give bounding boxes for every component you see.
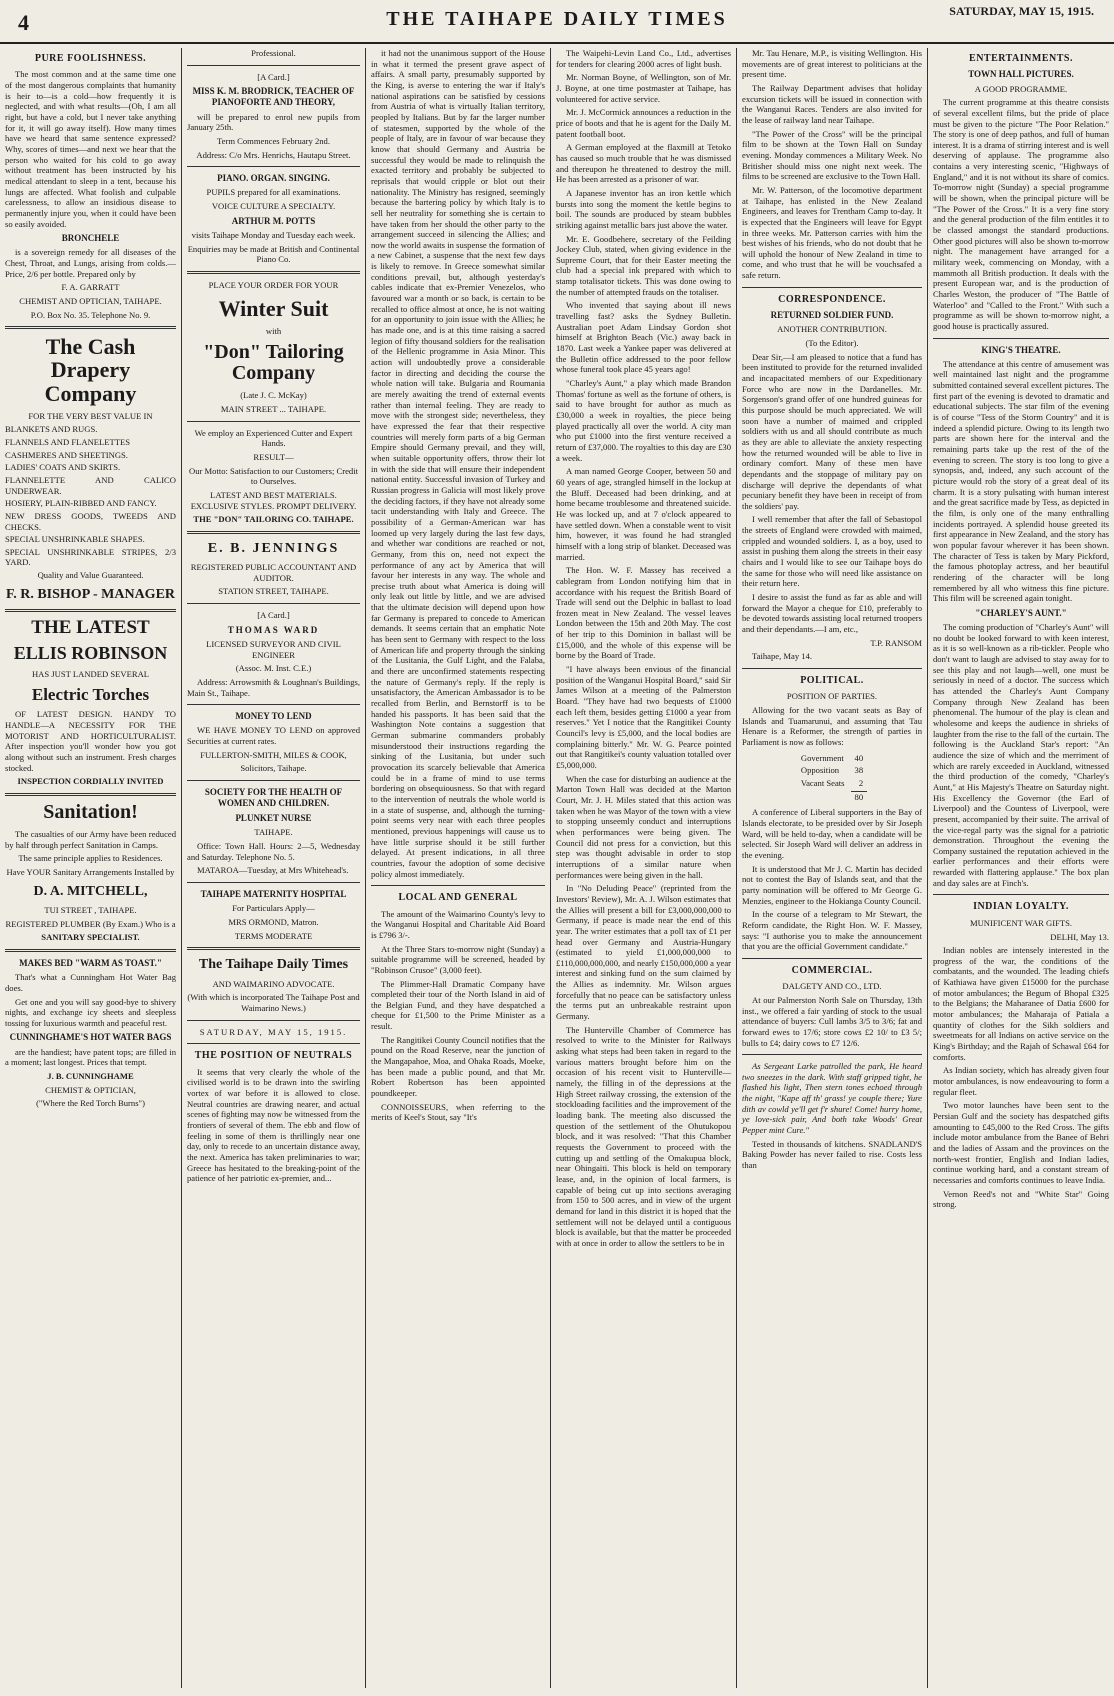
ad-drapery-item: CASHMERES AND SHEETINGS. bbox=[5, 449, 128, 460]
table-total-row: 80 bbox=[797, 791, 867, 803]
news-item: Mr. E. Goodbehere, secretary of the Feilding Jockey Club, stated, when giving evidence in the Supreme Court, that for their Easter meeting the club had a special ink prepared with which to stamp totalisator tickets. This was done owing to the number of attempted frauds on the totaliser. bbox=[556, 233, 731, 297]
news-item: Indian nobles are intensely interested in the progress of the war, the conditions of the combatants, and the wounded. The leading chiefs of Kathiawa have given £15000 for the purchase of motor ambulances; the Begum of Bhopal £325 to the Belgians; the Maharanee of Datia £600 for motor ambulances; the Maharaja of Patiala a quantity of clothes for the Sikh soldiers and sweetmeats for all Indians on active service on the King's Birthday; and the Rajah of Schawal £64 for comforts. bbox=[933, 945, 1109, 1062]
subhead-charleys-aunt: "CHARLEY'S AUNT." bbox=[975, 607, 1067, 618]
ad-terms: TERMS MODERATE bbox=[234, 930, 313, 941]
ad-drapery-item: FLANNELS AND FLANELETTES bbox=[5, 436, 131, 447]
headline-position-of-neutrals: THE POSITION OF NEUTRALS bbox=[194, 1050, 353, 1062]
ad-plumber: REGISTERED PLUMBER (By Exam.) Who is a bbox=[5, 918, 176, 929]
ad-drapery-item: SPECIAL UNSHRINKABLE STRIPES, 2/3 YARD. bbox=[5, 546, 176, 568]
ad-potts-text: visits Taihape Monday and Tuesday each week. bbox=[191, 229, 356, 240]
ad-ward-address: Address: Arrowsmith & Loughnan's Buildings, Main St., Taihape. bbox=[187, 676, 360, 698]
article-pure-foolishness: The most common and at the same time one of the most dangerous complaints that humanity is heir to—is a cold—how frequently it is neglected, and with what results—(Oh, I am all right, but have a cold, but I never take anything for it, it will go away itself). How many times have we heard that same sentence expressed? Why, scores of times—and next we hear that the person who waited for his cold to go away without treatment has been instructed by his medical attendant to sleep in a tent, because his lungs are affected. What foolish and culpable carelessness, to allow an insidious disease to permanently injure you, when it could have been so easily avoided. bbox=[5, 69, 176, 229]
ad-jennings-name: E. B. JENNINGS bbox=[207, 540, 340, 556]
ad-solicitors: Solicitors, Taihape. bbox=[240, 763, 307, 774]
ad-sanitation-text-3: Have YOUR Sanitary Arrangements Installed by bbox=[6, 867, 175, 878]
column-2 bbox=[182, 48, 365, 1688]
ad-mckay: (Late J. C. McKay) bbox=[240, 390, 307, 401]
ad-society-heading: SOCIETY FOR THE HEALTH OF WOMEN AND CHILDREN. bbox=[204, 787, 343, 809]
masthead bbox=[0, 0, 1114, 44]
ad-sanitary-specialist: SANITARY SPECIALIST. bbox=[41, 932, 140, 943]
ad-enquiries: Enquiries may be made at British and Continental Piano Co. bbox=[187, 243, 360, 265]
news-item: The Hon. W. F. Massey has received a cablegram from London notifying him that in accordance with his request the British Board of Trade will send out the Delphic in ballast to load frozen meat in New Zealand. The vessel leaves London between the 15th and 20th May. The cost of her trip to this Dominion in ballast will be £15,000, and the whole of this expense will be borne by the Board of Trade. bbox=[556, 565, 731, 661]
newspaper-title: THE TAIHAPE DAILY TIMES bbox=[386, 8, 728, 30]
news-item: "The Power of the Cross" will be the principal film to be shown at the Town Hall on Sunday evening. Monday commences a Military Week. No Britisher should miss one night next week. The films to be screened are exclusive to the Town Hall. bbox=[742, 128, 922, 182]
ad-plunket-nurse: PLUNKET NURSE bbox=[235, 813, 312, 824]
ad-sanitation-title: Sanitation! bbox=[43, 801, 138, 824]
news-item: The Rangitikei County Council notifies that the pound on the Road Reserve, near the junction of the Mangapahoe, Moa, and Ohaka Roads, Moeke, has been made a public pound, and that Mr. Robert Robertson has been appointed poundkeeper. bbox=[371, 1034, 545, 1099]
ad-mataroa: MATAROA—Tuesday, at Mrs Whitehead's. bbox=[197, 865, 349, 876]
ad-drapery-item: LADIES' COATS AND SKIRTS. bbox=[5, 462, 121, 473]
ad-landed: HAS JUST LANDED SEVERAL bbox=[31, 668, 150, 679]
ad-brodrick-address: Address: C/o Mrs. Henrichs, Hautapu Street. bbox=[196, 149, 351, 160]
ad-potts-name: ARTHUR M. POTTS bbox=[231, 215, 316, 226]
ad-warm-as-toast: MAKES BED "WARM AS TOAST." bbox=[19, 958, 162, 969]
news-item: A Japanese inventor has an iron kettle which bursts into song the moment the kettle begins to boil. The sounds are produced by steam bubbles striking against metallic bars just above the water. bbox=[556, 187, 731, 230]
ad-with: with bbox=[265, 325, 282, 336]
ad-ward-role: LICENSED SURVEYOR AND CIVIL ENGINEER bbox=[206, 638, 341, 660]
card-label: [A Card.] bbox=[257, 610, 290, 621]
ad-drapery-quality: Quality and Value Guaranteed. bbox=[37, 570, 144, 581]
news-item: CONNOISSEURS, when referring to the merits of Keel's Stout, say "It's bbox=[371, 1101, 545, 1123]
paper-advocate: AND WAIMARINO ADVOCATE. bbox=[212, 978, 335, 989]
news-item: The current programme at this theatre consists of several excellent films, but the pride of place must be given to the picture "The Poor Relation." The story is one of deep pathos, and full of human interest. It is a drama of stirring interest and is well deserving of applause. The programme also contains a very interesting scenic, "Highways of England," and it is not without its share of comics. To-morrow night (Sunday) a special programme will be shown, when the principal picture will be "The Power of the Cross." It is a very fine story and the general production of the film entitles it to be classed amongst the standard productions. Other good pictures will also be shown to-morrow night. The management have arranged for a military week, commencing on Monday, with a mammoth all British production. It deals with the present European war, and is the production of Charles Weston, the producer of "The Battle of Waterloo" and "Called to the Front." With such a programme as will be shown to-morrow night, a good house is practically assured. bbox=[933, 97, 1109, 331]
article-neutrals-start: It seems that very clearly the whole of the civilised world is to be drawn into the swirling vortex of war before it is allowed to close. Neutral countries are drawing nearer, and actual scenes of fighting may now be witnessed from the frontiers of several of them. The ebb and flow of feeling in some of them is thrillingly near one day, only to recede to an uncertain distance away, the next. America has taken preliminaries to war; Greece has hesitated to the breaking-point of the patience of her patriotic ex-premier, and... bbox=[187, 1066, 360, 1184]
ad-brodrick-term: Term Commences February 2nd. bbox=[217, 135, 330, 146]
ad-ward-assoc: (Assoc. M. Inst. C.E.) bbox=[235, 663, 312, 674]
ad-main-street: MAIN STREET ... TAIHAPE. bbox=[220, 403, 327, 414]
subhead-dalgety: DALGETY AND CO., LTD. bbox=[782, 981, 882, 992]
card-label: [A Card.] bbox=[257, 71, 290, 82]
column-3 bbox=[366, 48, 550, 1688]
subhead-returned-soldier-fund: RETURNED SOLDIER FUND. bbox=[770, 310, 894, 321]
ad-latest-title: THE LATEST bbox=[31, 617, 150, 639]
headline-local-and-general: LOCAL AND GENERAL bbox=[398, 892, 518, 904]
ad-pupils: PUPILS prepared for all examinations. bbox=[206, 187, 341, 198]
table-row: Vacant Seats 2 bbox=[800, 778, 864, 788]
news-item: The amount of the Waimarino County's levy to the Wanganui Hospital and Charitable Aid Board is £796 3/-. bbox=[371, 908, 545, 940]
letter-paragraph: Dear Sir,—I am pleased to notice that a fund has been instituted to provide for the returned invalided and incapacitated members of our Expeditionary Force who are now in the Dardanelles. Mr. Sorgenson's grand offer of one hundred guineas for this purpose should be much appreciated. We will soon have a number of maimed and crippled soldiers with us and all should contribute as much as they are able to alleviate the anxiety respecting how the returned wounded will be able to live in ordinary comfort. Many of these men have dependants and the stoppage of military pay on discharge will deprive the dependants of what pecuniary benefit they have been in receipt of from the soldiers' pay. bbox=[742, 351, 922, 511]
ad-drapery-item: HOSIERY, PLAIN-RIBBED AND FANCY. bbox=[5, 498, 157, 509]
news-item: At the Three Stars to-morrow night (Sunday) a suitable programme will be screened, headed by "Robinson Crusoe" (3,000 feet). bbox=[371, 943, 545, 975]
ad-cunninghame-name: J. B. CUNNINGHAME bbox=[47, 1070, 134, 1081]
article-neutrals-cont: it had not the unanimous support of the House in what it termed the present grave aspect of affairs. A small party, presumably supported by the King, is averse to entering the war if Italy's national aspirations can be satisfied by cessions from Austria of what is virtually Italian territory, peopled by Italians. But by far the larger number of statesmen, supported by the whole of the people of Italy, are in favour of war because they know that should Germany and Austria be successful they would be made to relinquish the exacted territory and probably be subjected to reprisals that would cripple or blot out their nationality. The Ministry has resigned, seemingly because the bartering policy by which Italy is to sell her neutrality for something she is certain to have taken from her should the other party to the arrangement succeed in silencing the Allies; and now the world awaits in suspense the formation of a new Cabinet, a suspense that the next few days is likely to remove. In Greece somewhat similar conditions prevail, but, although yesterday's cables indicate that ex-Premier Venezelos, who favoured war a month or so back, is certain to be recalled to office almost at once, he is not waiting for an opportunity to join issue with the Allies; he has made one, and is at this time raising a sacred legion of fifty thousand soldiers for the realisation of the Hellenic programme in Asia Minor. This action will undoubtedly prove a considerable factor in directing and deciding the course the whole nation will take. Bulgaria and Roumania are merely awaiting the trend of external events rather than internal feeling. They are ready to move with the strongest side; nevertheless, they have expressed the fear that their respective countries will merely form parts of a big German Empire should Germany prevail, and they will, when suitable opportunity offers, throw their lot in with the side that will ensure their independent national entity. Successful invasion of Turkey and Russian progress in Galicia will most likely prove the deciding factors, if they have not already some tacit understanding with Italy and Greece. The possibility of a German-American war has loomed up very largely during the last few days, and whether war conditions are reached or not, Germany, from this on, need not expect the performance of any act by America that will favour her interests in any way. The whole and precise truth about what America is doing will only leak out little by little, and we are advised that the ultimate decision will depend upon how far Germany is prepared to concede to American demands. It seems certain that an emphatic Note has been sent to Germany with respect to the loss of American life and property through the sinking of the Lusitania, the Gulf Light, and the Falaba, and there are unconfirmed statements respecting the nature of Germany's reply. If the reply is unsatisfactory, the American Ambassador is to be recalled from Berlin, and Bernstorff is to be handed his passports. It has been said that the Washington Note contains a suggestion that German submarine commanders probably misunderstood their instructions regarding the sinking of the Lusitania, but under such provocation its scarcely believable that America could be in a frame of mind to use terms bordering on obsequiousness. So that with regard to the intervention of neutrals the whole world is in a state of suspense, and, although the turning-point seems very near with each three peoples mentioned, previous happenings will cause us to have little surprise should it be still further delayed. At present indications, in all three countries, favour the adoption of some decisive policy almost immediately. bbox=[371, 48, 545, 879]
political-text: Allowing for the two vacant seats as Bay of Islands and Tuamarunui, and assuming that Tau Henare is a Reformer, the strength of parties in Parliament is now as follows: bbox=[742, 705, 922, 748]
headline-political: POLITICAL. bbox=[800, 675, 864, 687]
paper-name-block: The Taihape Daily Times bbox=[198, 957, 349, 973]
ad-torches-text: OF LATEST DESIGN. HANDY TO HANDLE—A NECESSITY FOR THE MOTORIST AND HORTICULTURALIST. After inspection you'll wonder how you got along without such an instrument. Fresh charges stocked. bbox=[5, 709, 176, 773]
ad-mitchell-name: D. A. MITCHELL, bbox=[33, 883, 148, 899]
ad-voice-culture: VOICE CULTURE A SPECIALTY. bbox=[211, 201, 336, 212]
news-item: Mr. J. McCormick announces a reduction in the price of boots and that he is agent for the Daily M. patent football boot. bbox=[556, 107, 731, 139]
headline-pure-foolishness: PURE FOOLISHNESS. bbox=[34, 53, 147, 64]
ad-maternity-hospital: TAIHAPE MATERNITY HOSPITAL bbox=[200, 889, 347, 900]
ad-particulars: For Particulars Apply— bbox=[232, 903, 315, 914]
ad-drapery-item: SPECIAL UNSHRINKABLE SHAPES. bbox=[5, 534, 145, 545]
advert-verse: As Sergeant Larke patrolled the park, He heard two sneezes in the dark. With staff gripped tight, he flashed his light, Then stern tones echoed through the night, "Kape aff th' grass! ye couple there; Yure dith av cowld ye'll get f'r shure! Come! hurry home, ye love-sick pair, And both take Woods' Great Pepper mint Cure." bbox=[742, 1061, 922, 1136]
letter-date: Taihape, May 14. bbox=[752, 651, 813, 662]
news-item: It is understood that Mr J. C. Martin has decided not to contest the Bay of Islands seat, and that the party nomination will be offered to Mr George G. Menzies, engineer to the Hokianga County Council. bbox=[742, 863, 922, 906]
ad-brodrick-name: MISS K. M. BRODRICK, TEACHER OF PIANOFORTE AND THEORY, bbox=[192, 86, 355, 108]
subhead-kings-theatre: KING'S THEATRE. bbox=[981, 344, 1061, 355]
ad-cunninghame-role: CHEMIST & OPTICIAN, bbox=[45, 1084, 136, 1095]
news-item: The Hunterville Chamber of Commerce has resolved to write to the Minister for Railways asking what steps had been taken in regard to the various matters brought before him on the occasion of his recent visit to Hunterville—namely, the filling in of the depressions at the High Street railway crossing, the extension of the stockloading facilities and the improvement of the loading bank. The meeting also discussed the question of the settlement of the Ohutukopou block, and it was resolved: "That this Chamber requests the Government to proceed with the cutting up and settling of the Omakupua block, near Ohingaiti. This block is held on temporary lease, and, in the opinion of local farmers, is capable of being cut up into sections averaging from 150 to 500 acres, and in view of the urgent demand for land in this district it is hoped that the settlement will not be delayed until a contiguous block is available, but that the matter be proceeded with at once in order to allow the settlers to be in bbox=[556, 1024, 731, 1248]
news-item: A conference of Liberal supporters in the Bay of Islands electorate, to be presided over by Sir Joseph Ward, will be held to-day, when a candidate will be selected. Sir Joseph Ward will deliver an address in the evening. bbox=[742, 807, 922, 860]
ad-sanitation-text-2: The same principle applies to Residences. bbox=[18, 853, 163, 864]
paper-incorporated: (With which is incorporated The Taihape Post and Waimarino News.) bbox=[187, 992, 360, 1013]
ad-cunninghame-sign: ("Where the Red Torch Burns") bbox=[36, 1098, 145, 1109]
news-item: The attendance at this centre of amusement was well maintained last night and the programme submitted contained several excellent pictures. The first part of the evening is devoted to dramatic and educational subjects. The star film of the evening is of course "Tess of the Storm Country" and it is indeed a splendid picture. Owing to its length two parts are shown here for the interval and the remaining parts take up the rest of the of the evening to screen. The story is too long to give a synopsis, and, indeed, any such account of the picture would rob the story of a great deal of its charm. It is a story pulsating with human interest and the great sacrifice made by Tess, as depicted in the film, is only one of the many enthralling incidents portrayed. A splendid house greeted its first appearance in New Zealand, and the story has won popular favour wherever it has been shown. The character of Tess is taken by Mary Pickford, the famous photoplay actress, and her beautiful rendering of the character will be long remembered by all who witness this fine picture. This film will be screened again tonight. bbox=[933, 358, 1109, 604]
headline-commercial: COMMERCIAL. bbox=[791, 964, 873, 976]
news-item: Mr. W. Patterson, of the locomotive department at Taihape, has enlisted in the New Zealand Engineers, and leaves for Trentham Camp to-day. It is expected that the Engineers will leave for Egypt in three weeks. Mr. Patterson carries with him the best wishes of his friends, who do not doubt that he will uphold the honour of New Zealand in time to come, and who trust that he will be vouchsafed a safe return. bbox=[742, 184, 922, 281]
issue-date: SATURDAY, MAY 15, 1915. bbox=[949, 4, 1094, 18]
news-item: Who invented that saying about ill news travelling fast? asks the Sydney Bulletin. Australian poet Adam Lindsay Gordon shot himself at Brighton Beach (Vic.) away back in 1870. Last week a Yankee paper was delivered at the Bulletin office addressed to the poor fellow whose funeral took place 45 years ago! bbox=[556, 300, 731, 375]
news-item: At our Palmerston North Sale on Thursday, 13th inst., we offered a fair yarding of stock to the usual attendance of buyers: Cull lambs 3/5 to 3/6; fat and forward ewes to 17/6; store cows £2 10/ to £3 5/; bulls to £4; dairy cows to £7 12/6. bbox=[742, 994, 922, 1048]
ad-bronchele-text: is a sovereign remedy for all diseases of the Chest, Throat, and Lungs, arising from colds.—Price, 2/6 per bottle. Prepared only by bbox=[5, 247, 176, 279]
advert-tested: Tested in thousands of kitchens. SNADLAND'S Baking Powder has never failed to rise. Costs less than bbox=[742, 1138, 922, 1171]
ad-don-tailoring: "Don" Tailoring Company bbox=[203, 341, 344, 385]
ad-hot-water-text: That's what a Cunningham Hot Water Bag does. bbox=[5, 972, 176, 993]
dateline-delhi: DELHI, May 13. bbox=[1050, 931, 1109, 942]
leader-date: SATURDAY, MAY 15, 1915. bbox=[199, 1026, 348, 1037]
ad-mitchell-address: TUI STREET , TAIHAPE. bbox=[44, 905, 137, 916]
headline-indian-loyalty: INDIAN LOYALTY. bbox=[973, 901, 1069, 913]
ad-drapery-manager: F. R. BISHOP - MANAGER bbox=[5, 586, 176, 602]
ad-drapery-item: BLANKETS AND RUGS. bbox=[5, 424, 98, 435]
ad-plunket-office: Office: Town Hall. Hours: 2—5, Wednesday and Saturday. Telephone No. 5. bbox=[187, 841, 360, 862]
subhead-good-programme: A GOOD PROGRAMME. bbox=[974, 83, 1068, 94]
ad-motto: Our Motto: Satisfaction to our Customers; Credit to Ourselves. bbox=[189, 465, 358, 487]
ad-cash-drapery-intro: FOR THE VERY BEST VALUE IN bbox=[28, 410, 153, 421]
ad-piano-organ-singing: PIANO. ORGAN. SINGING. bbox=[217, 173, 330, 184]
letter-paragraph: I desire to assist the fund as far as able and will forward the Mayor a cheque for £10, preferably to be devoted towards assisting local returned troopers and their dependants.—I am, etc., bbox=[742, 592, 922, 635]
ad-ellis-robinson: ELLIS ROBINSON bbox=[13, 643, 168, 664]
party-strength-table bbox=[795, 751, 869, 805]
ad-garratt-contact: P.O. Box No. 35. Telephone No. 9. bbox=[30, 309, 151, 320]
news-item: In "No Deluding Peace" (reprinted from the Investors' Review), Mr. A. J. Wilson estimates that the Allies will present a bill for £3,000,000,000 to Germany, if peace is made near the end of this year. The writer estimates that a poll tax of £1 per head over Germany and Austria-Hungary (estimated to yield £1,000,000,000 to £110,000,000,000, and nearly £150,000,000 a year interest and sinking fund on the sum claimed by the Allies as indemnity. Mr. Wilson argues forcefully that no peace can be satisfactory unless the terms put an unbreakable restraint upon Germany. bbox=[556, 883, 731, 1022]
subhead-war-gifts: MUNIFICENT WAR GIFTS. bbox=[969, 917, 1073, 928]
ad-drapery-item: FLANNELETTE AND CALICO UNDERWEAR. bbox=[5, 474, 176, 496]
ad-drapery-item: NEW DRESS GOODS, TWEEDS AND CHECKS. bbox=[5, 510, 176, 532]
letter-paragraph: I well remember that after the fall of Sebastopol the streets of England were crowded with maimed, crippled and wounded soldiers. I, as a boy, used to assist in pushing them along the streets in their easy chairs and I would like to see our Taihape boys do the same for those who will need like assistance on their return here. bbox=[742, 514, 922, 589]
column-5 bbox=[737, 48, 927, 1688]
news-item: A man named George Cooper, between 50 and 60 years of age, strangled himself in the lockup at the Bluff. Deceased had been drinking, and at home became troublesome and threatened suicide. He was locked up, and at 7 o'clock appeared to have settled down. When a constable went to visit him, however, it was found he had strangled himself with a long strip of blanket. Deceased was married. bbox=[556, 466, 731, 562]
ad-bronchele-title: BRONCHELE bbox=[61, 233, 120, 244]
ad-don-co: THE "DON" TAILORING CO. TAIHAPE. bbox=[193, 514, 354, 525]
news-item: The Waipehi-Levin Land Co., Ltd., advertises for tenders for clearing 2000 acres of light bush. bbox=[556, 48, 731, 69]
ad-garratt-name: F. A. GARRATT bbox=[61, 282, 120, 293]
ad-cash-drapery-title: The Cash Drapery Company bbox=[44, 334, 137, 406]
ad-jennings-role: REGISTERED PUBLIC ACCOUNTANT AND AUDITOR. bbox=[190, 562, 357, 583]
column-6 bbox=[928, 48, 1114, 1688]
subhead-another-contribution: ANOTHER CONTRIBUTION. bbox=[777, 324, 887, 335]
ad-electric-torches: Electric Torches bbox=[31, 684, 150, 704]
headline-entertainments: ENTERTAINMENTS. bbox=[969, 53, 1073, 64]
news-item: Mr. Norman Boyne, of Wellington, son of Mr. J. Boyne, at one time postmaster at Taihape, has volunteered for active service. bbox=[556, 72, 731, 104]
news-item: A German employed at the flaxmill at Tetoko has caused so much trouble that he was dismissed and thereupon he threatened to destroy the mill. He has been arrested as a prisoner of war. bbox=[556, 142, 731, 185]
ad-plunket-place: TAIHAPE. bbox=[254, 827, 293, 838]
news-item: "Charley's Aunt," a play which made Brandon Thomas' fortune as well as the fortune of others, is said to have brought for author as much as £30,000 a week in royalties, the piece being played practically all over the world. A city man who put £1000 into the first venture received a return of £37,000. The royalties to this day are £30 a week. bbox=[556, 378, 731, 463]
ad-ward-name: THOMAS WARD bbox=[227, 624, 320, 635]
ad-garratt-role: CHEMIST AND OPTICIAN, TAIHAPE. bbox=[19, 296, 162, 307]
table-row: Government 40 bbox=[800, 752, 864, 763]
news-item: As Indian society, which has already given four motor ambulances, is now endeavouring to form a regular fleet. bbox=[933, 1065, 1109, 1097]
subhead-town-hall-pictures: TOWN HALL PICTURES. bbox=[968, 69, 1074, 80]
to-the-editor: (To the Editor). bbox=[805, 337, 859, 348]
ad-sanitation-text: The casualties of our Army have been reduced by half through perfect Sanitation in Camps. bbox=[5, 829, 176, 850]
ad-fullerton: FULLERTON-SMITH, MILES & COOK, bbox=[200, 749, 347, 760]
ad-inspection: INSPECTION CORDIALLY INVITED bbox=[17, 776, 164, 787]
ad-ormond: MRS ORMOND, Matron. bbox=[228, 916, 319, 927]
ad-jennings-address: STATION STREET, TAIHAPE. bbox=[218, 586, 329, 597]
ad-hot-water-bags: CUNNINGHAME'S HOT WATER BAGS bbox=[9, 1032, 172, 1043]
news-item: The coming production of "Charley's Aunt" will no doubt be looked forward to with keen interest, as it is so well-known as a rib-tickler. People who don't want to laugh are advised to stay away for to see this play and not laugh—well, one must be seriously in need of a doctor. The success which has attended the Charley's Aunt Company Company through New Zealand has been phenomenal. The humour of the play is clean and wholesome and keeps the audience in shrieks of laughter from the rise to the fall of the curtain. The following is the Auckland Star's report: "An audience the size of which and the merriment of which are rarely exceeded in Auckland, witnessed the third production of the comedy, "Charley's Aunt," at His Majesty's Theatre on Saturday night. His Excellency the Governor (the Earl of Liverpool) and the Countess of Liverpool, were present, accompanied by their suite. The arrival of the vice-regal party was the signal for a patriotic demonstration. Throughout the evening the Company sustained the reputation achieved in the earlier performances and their efforts were rewarded with flattering applause." The box plan and day sales are at Finch's. bbox=[933, 622, 1109, 888]
professional-heading: Professional. bbox=[251, 48, 296, 58]
ad-hot-water-text-2: Get one and you will say good-bye to shivery nights, and exchange icy sheets and sleepless tossing for luxurious warmth and peaceful rest. bbox=[5, 996, 176, 1028]
news-item: Two motor launches have been sent to the Persian Gulf and the society has despatched gifts amounting to £45,000 to the Red Cross. The gifts include motor ambulance from the Banee of Behri and the ladies of Assam and the provinces on the north-west frontier, English and Indian ladies, continue working hard, and a constant stream of necessaries and comforts continues to leave India. bbox=[933, 1100, 1109, 1185]
news-item: "I have always been envious of the financial position of the Wanganui Hospital Board," said Sir James Wilson at a meeting of the Palmerston Board. "They have had two bequests of £1000 each left them, besides getting £1000 a year from reserves." Yet I notice that the Rangitikei County Council's levy is £5,000, and the local bodies are complaining bitterly." Mr. W. G. Pearce pointed out that Rangitikei's county valuation totalled over £5,000,000. bbox=[556, 664, 731, 770]
ad-money-text: WE HAVE MONEY TO LEND on approved Securities at current rates. bbox=[187, 725, 360, 747]
news-item: The Plimmer-Hall Dramatic Company have completed their tour of the North Island in aid of the Belgian Fund, and they have despatched a cheque for £1,500 to the Prime Minister as a result. bbox=[371, 978, 545, 1032]
news-item: Vernon Reed's not and "White Star" Going strong. bbox=[933, 1188, 1109, 1210]
ad-result: RESULT— bbox=[253, 451, 294, 462]
ad-place-order: PLACE YOUR ORDER FOR YOUR bbox=[208, 279, 339, 290]
ad-hot-water-bags-text: are the handiest; have patent tops; are filled in a moment; last longest. Prices that tempt. bbox=[5, 1046, 176, 1068]
news-item: In the course of a telegram to Mr Stewart, the Reform candidate, the Right Hon. W. F. Massey, says: "I authorise you to make the announcement that you are the official Government candidate." bbox=[742, 909, 922, 952]
ad-brodrick-text: will be prepared to enrol new pupils from January 25th. bbox=[187, 111, 360, 133]
ad-employ: We employ an Experienced Cutter and Expert Hands. bbox=[194, 427, 353, 449]
ad-materials: LATEST AND BEST MATERIALS. EXCLUSIVE STYLES. PROMPT DELIVERY. bbox=[190, 489, 357, 511]
news-item: Mr. Tau Henare, M.P., is visiting Wellington. His movements are of great interest to politicians at the present time. bbox=[742, 48, 922, 80]
letter-signature: T.P. RANSOM bbox=[870, 637, 922, 648]
news-item: The Railway Department advises that holiday excursion tickets will be issued in connection with the Wanganui Races. Tenders are also invited for the lease of railway land near Taihape. bbox=[742, 82, 922, 125]
table-row: Opposition 38 bbox=[800, 765, 864, 776]
column-4 bbox=[551, 48, 736, 1688]
ad-money-to-lend: MONEY TO LEND bbox=[235, 711, 312, 722]
column-1 bbox=[0, 48, 181, 1688]
news-item: When the case for disturbing an audience at the Marton Town Hall was decided at the Marton Court, Mr. J. H. Miles stated that this action was taken when he was Mayor of the town with a view to stopping unseemly conduct and interruptions when performances were being given. The Council did not press for a conviction, but this step was thought advisable in order to stop interruptions of a similar nature when performances were being given in the hall. bbox=[556, 773, 731, 880]
page-number: 4 bbox=[18, 10, 29, 35]
headline-correspondence: CORRESPONDENCE. bbox=[778, 293, 886, 305]
subhead-position-of-parties: POSITION OF PARTIES. bbox=[786, 691, 878, 702]
ad-winter-suit: Winter Suit bbox=[218, 295, 329, 321]
